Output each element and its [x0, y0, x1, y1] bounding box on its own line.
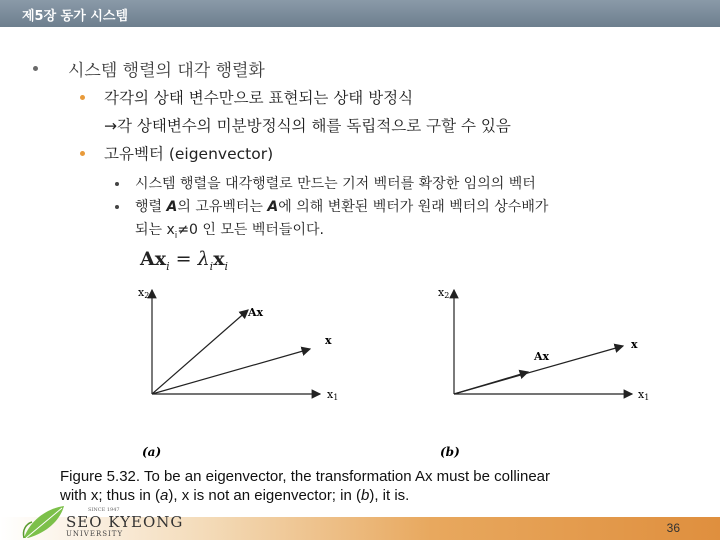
bullet-state-equation-cont: →각 상태변수의 미분방정식의 해를 독립적으로 구할 수 있음 — [104, 117, 511, 135]
slide-title: 제5장 동가 시스템 — [22, 9, 129, 24]
figure-a-diagram — [120, 280, 340, 465]
page-number: 36 — [666, 521, 680, 535]
vector-ax-label: Ax — [248, 306, 264, 319]
slide-header — [0, 0, 720, 27]
bullet-icon — [115, 205, 119, 209]
figure-b-diagram — [420, 280, 660, 465]
vector-ax — [152, 310, 248, 394]
x-axis-label: x1 — [327, 388, 339, 402]
logo-subtext: UNIVERSITY — [66, 530, 124, 538]
figure-caption: Figure 5.32. To be an eigenvector, the transformation Ax must be collinear with x; thus in (a), x is not an eigenvector; in (b), it is. — [60, 468, 551, 504]
bullet-icon — [80, 95, 85, 100]
bullet-icon — [115, 182, 119, 186]
bullet-diagonalization: 시스템 행렬의 대각 행렬화 — [68, 61, 265, 81]
logo-since-text: SINCE 1947 — [88, 507, 120, 513]
vector-ax-label: Ax — [534, 350, 550, 363]
bullet-state-equation: 각각의 상태 변수만으로 표현되는 상태 방정식 — [104, 89, 414, 107]
figure-a-label: (a) — [142, 445, 162, 459]
bullet-eigenvector-definition: 행렬 A의 고유벡터는 A에 의해 변환된 벡터가 원래 벡터의 상수배가 — [135, 199, 549, 215]
bullet-icon — [33, 66, 38, 71]
bullet-icon — [80, 151, 85, 156]
logo-text: SEO KYEONG — [66, 513, 184, 531]
x-axis-label: x1 — [638, 388, 650, 402]
figure-b-label: (b) — [440, 445, 460, 459]
eigen-equation: $Ax_i = \lambda_ix_i$ — [140, 248, 229, 273]
bullet-basis-vector: 시스템 행렬을 대각행렬로 만드는 기저 벡터를 확장한 임의의 벡터 — [135, 176, 536, 192]
vector-x — [152, 349, 310, 394]
vector-x-label: x — [631, 338, 638, 351]
vector-x-label: x — [325, 334, 332, 347]
y-axis-label: x2 — [138, 286, 150, 300]
bullet-eigenvector: 고유벡터 (eigenvector) — [104, 145, 274, 163]
bullet-eigenvector-definition-cont: 되는 $x_i\ne 0$ 인 모든 벡터들이다. — [135, 222, 324, 241]
y-axis-label: x2 — [438, 286, 450, 300]
